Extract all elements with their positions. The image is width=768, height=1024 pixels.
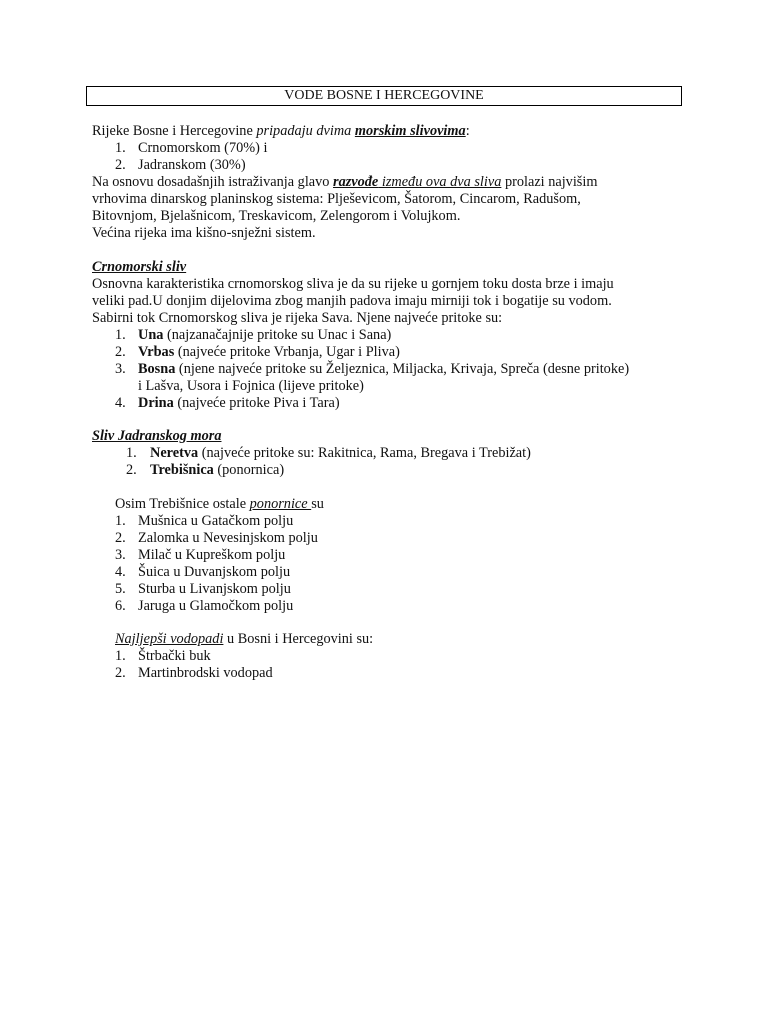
river-name: Bosna — [138, 361, 176, 377]
list-number: 2. — [115, 344, 126, 360]
paragraph-line: veliki pad.U donjim dijelovima zbog manjih padova imaju mirniji tok i bogatije su vodom. — [92, 293, 612, 309]
river-detail: (njene najveće pritoke su Željeznica, Miljacka, Krivaja, Spreča (desne pritoke) — [175, 361, 630, 377]
list-number: 1. — [126, 445, 137, 461]
list-item: Mušnica u Gatačkom polju — [138, 513, 294, 529]
intro-emphasis: morskim slivovima — [354, 123, 466, 139]
emphasis: ponornice — [249, 496, 312, 512]
river-name: Trebišnica — [150, 462, 214, 478]
river-detail: (najveće pritoke su: Rakitnica, Rama, Bregava i Trebižat) — [198, 445, 531, 461]
list-item — [150, 445, 531, 462]
list-item — [138, 344, 400, 361]
emphasis: Najljepši vodopadi — [115, 631, 224, 647]
list-item: Jadranskom (30%) — [138, 157, 246, 173]
river-name: Una — [138, 327, 164, 343]
text: su — [311, 496, 324, 512]
list-number: 2. — [126, 462, 137, 478]
intro-colon: : — [465, 123, 470, 139]
list-number: 1. — [115, 513, 126, 529]
river-name: Neretva — [150, 445, 199, 461]
list-number: 2. — [115, 530, 126, 546]
list-item: Milač u Kupreškom polju — [138, 547, 286, 563]
intro-text: Rijeke Bosne i Hercegovine — [92, 123, 257, 139]
list-item: Sturba u Livanjskom polju — [138, 581, 291, 597]
list-item: Šuica u Duvanjskom polju — [138, 564, 291, 580]
river-detail: (ponornica) — [213, 462, 285, 478]
river-name: Drina — [138, 395, 174, 411]
list-number: 4. — [115, 564, 126, 580]
list-item — [138, 327, 391, 344]
list-number: 1. — [115, 648, 126, 664]
list-item: Crnomorskom (70%) i — [138, 140, 268, 156]
list-number: 6. — [115, 598, 126, 614]
text: Osim Trebišnice ostale — [115, 496, 250, 512]
list-number: 5. — [115, 581, 126, 597]
list-item — [138, 395, 340, 412]
intro-italic: pripadaju dvima — [256, 123, 355, 139]
list-number: 3. — [115, 547, 126, 563]
intro-line: Bitovnjom, Bjelašnicom, Treskavicom, Zelengorom i Volujkom. — [92, 208, 461, 224]
list-item — [138, 361, 629, 378]
river-detail: (najzanačajnije pritoke su Unac i Sana) — [163, 327, 392, 343]
list-item: Jaruga u Glamočkom polju — [138, 598, 294, 614]
intro-line: vrhovima dinarskog planinskog sistema: Plješevicom, Šatorom, Cincarom, Radušom, — [92, 191, 581, 207]
list-item-continuation: i Lašva, Usora i Fojnica (lijeve pritoke) — [138, 378, 364, 394]
paragraph-line: Sabirni tok Crnomorskog sliva je rijeka Sava. Njene najveće pritoke su: — [92, 310, 503, 326]
list-number: 1. — [115, 327, 126, 343]
intro-paragraph — [92, 123, 470, 140]
river-name: Vrbas — [138, 344, 175, 360]
list-number: 3. — [115, 361, 126, 377]
section-heading-crnomorski: Crnomorski sliv — [92, 259, 187, 275]
paragraph-line: Osnovna karakteristika crnomorskog sliva je da su rijeke u gornjem toku dosta brze i imaju — [92, 276, 614, 292]
section-heading-jadranski: Sliv Jadranskog mora — [92, 428, 222, 444]
list-item: Zalomka u Nevesinjskom polju — [138, 530, 318, 546]
vodopadi-intro — [115, 631, 373, 648]
river-detail: (najveće pritoke Piva i Tara) — [173, 395, 340, 411]
document-title: VODE BOSNE I HERCEGOVINE — [86, 86, 682, 106]
list-item: Štrbački buk — [138, 648, 211, 664]
text: Na osnovu dosadašnjih istraživanja glavo — [92, 174, 334, 190]
text: u Bosni i Hercegovini su: — [223, 631, 374, 647]
list-number: 4. — [115, 395, 126, 411]
ponornice-intro — [115, 496, 324, 513]
list-item: Martinbrodski vodopad — [138, 665, 273, 681]
list-number: 2. — [115, 665, 126, 681]
intro-line: Većina rijeka ima kišno-snježni sistem. — [92, 225, 316, 241]
emphasis: između ova dva sliva — [378, 174, 502, 190]
list-item — [150, 462, 284, 479]
text: prolazi najvišim — [501, 174, 598, 190]
river-detail: (najveće pritoke Vrbanja, Ugar i Pliva) — [174, 344, 400, 360]
list-number: 2. — [115, 157, 126, 173]
list-number: 1. — [115, 140, 126, 156]
emphasis: razvođe — [333, 174, 379, 190]
intro-paragraph-2 — [92, 174, 597, 191]
